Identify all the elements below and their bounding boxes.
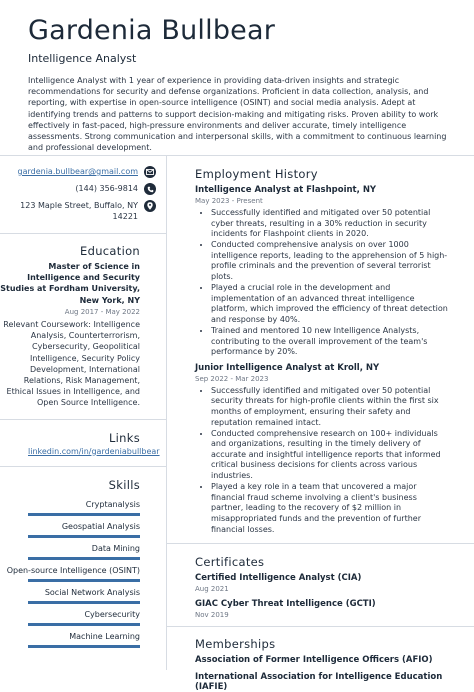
education-entry — [0, 261, 166, 409]
membership-item: Association of Former Intelligence Officers (AFIO) — [195, 654, 433, 665]
job-entry — [167, 185, 474, 358]
skill-level-bar — [28, 645, 140, 648]
resume-header — [0, 0, 474, 153]
skill-level-fill — [28, 623, 140, 626]
envelope-icon — [144, 166, 156, 178]
contact-address-row — [0, 200, 166, 222]
job-bullet: • Successfully identified and mitigated over 50 potential cyber threats, resulting in a 30% reduction in security incidents for Flashpoint clients in 2020. — [211, 208, 450, 240]
skill-level-bar — [28, 535, 140, 538]
candidate-name: Gardenia Bullbear — [28, 15, 276, 46]
job-title: Intelligence Analyst — [28, 52, 137, 65]
memberships-list — [167, 655, 474, 692]
skill-item — [0, 566, 166, 582]
right-column — [167, 156, 474, 692]
skill-level-bar — [28, 557, 140, 560]
phone-number: (144) 356-9814 — [75, 184, 138, 193]
job-bullet: • Conducted comprehensive research on 100+ individuals and organizations, resulting in the timely delivery of accurate and insightful intelligence reports that informed critical business decisions for clients across various industries. — [211, 429, 450, 482]
links-heading: Links — [108, 430, 140, 445]
memberships-heading: Memberships — [195, 636, 276, 651]
profile-summary: Intelligence Analyst with 1 year of experience in providing data-driven insights and strategic recommendations for security and defense organizations. Proficient in data collection, analysis, and reporting, with expertise in open-source intelligence (OSINT) and social media analysis. Adept at identifying trends and patterns to support decision-making and mitigating risks. Proven ability to work effectively in fast-paced, high-pressure environments and deliver accurate, timely intelligence assessments. Strong communication and interpersonal skills, with a commitment to continuous learning and professional development. — [28, 76, 447, 153]
skill-item — [0, 632, 166, 648]
email-link[interactable]: gardenia.bullbear@gmail.com — [17, 167, 138, 176]
skills-list — [0, 500, 166, 648]
job-entry-title: Junior Intelligence Analyst at Kroll, NY — [195, 362, 380, 373]
skills-heading: Skills — [108, 477, 140, 492]
map-pin-icon — [144, 200, 156, 212]
skill-level-fill — [28, 579, 140, 582]
certificate-item — [167, 573, 474, 593]
skill-item — [0, 544, 166, 560]
membership-item: International Association for Intelligence Education (IAFIE) — [195, 671, 443, 692]
job-entry-dates: Sep 2022 - Mar 2023 — [195, 374, 269, 383]
certificate-date: Nov 2019 — [195, 610, 229, 619]
address-line-1: 123 Maple Street, Buffalo, NY — [20, 201, 138, 210]
certificates-list — [167, 573, 474, 619]
skill-label: Machine Learning — [69, 631, 140, 641]
contact-email-row — [0, 166, 166, 178]
skill-item — [0, 588, 166, 604]
linkedin-link[interactable]: linkedin.com/in/gardeniabullbear — [28, 446, 160, 456]
education-coursework: Relevant Coursework: Intelligence Analysis, Counterterrorism, Cybersecurity, Geopolitical Intelligence, Security Policy Development, International Relations, Risk Management, Ethical Issues in Intelligence, and Open Source Intelligence. — [3, 320, 140, 408]
skill-label: Open-source Intelligence (OSINT) — [6, 565, 140, 575]
job-bullet: • Conducted comprehensive analysis on over 1000 intelligence reports, leading to the apprehension of 5 high-profile criminals and the prevention of several terrorist plots. — [211, 240, 450, 282]
skill-level-fill — [28, 513, 140, 516]
address — [20, 200, 138, 222]
address-line-2: 14221 — [112, 212, 138, 221]
skill-level-bar — [28, 579, 140, 582]
certificates-heading: Certificates — [195, 554, 265, 569]
jobs-list — [167, 185, 474, 535]
skill-level-bar — [28, 601, 140, 604]
skill-level-bar — [28, 513, 140, 516]
job-entry-title: Intelligence Analyst at Flashpoint, NY — [195, 185, 377, 195]
education-dates: Aug 2017 - May 2022 — [64, 307, 140, 316]
job-bullets — [195, 208, 450, 358]
job-bullet: • Trained and mentored 10 new Intelligence Analysts, contributing to the overall improvement of the team's performance by 20%. — [211, 326, 450, 358]
job-entry — [167, 363, 474, 535]
certificate-title: GIAC Cyber Threat Intelligence (GCTI) — [195, 598, 376, 609]
education-degree: Master of Science in Intelligence and Security Studies at Fordham University, New York, NY — [0, 262, 140, 305]
skill-label: Social Network Analysis — [44, 587, 140, 597]
certificate-item — [167, 599, 474, 619]
job-entry-dates: May 2023 - Present — [195, 197, 263, 205]
education-heading: Education — [80, 244, 140, 258]
left-column — [0, 156, 167, 670]
skill-level-fill — [28, 557, 140, 560]
job-bullet: • Played a crucial role in the development and implementation of an advanced threat intelligence platform, which improved the efficiency of threat detection and response by 40%. — [211, 283, 450, 325]
skill-item — [0, 610, 166, 626]
job-bullets — [195, 386, 450, 535]
skill-level-fill — [28, 535, 140, 538]
skill-level-fill — [28, 601, 140, 604]
job-bullet: • Successfully identified and mitigated over 50 potential security threats for high-profile clients within the first six months of employment, ensuring their safety and reputation remained intact. — [211, 386, 450, 428]
skill-level-bar — [28, 623, 140, 626]
contact-phone-row — [0, 183, 166, 195]
skill-item — [0, 522, 166, 538]
certificate-title: Certified Intelligence Analyst (CIA) — [195, 572, 362, 583]
job-bullet: • Played a key role in a team that uncovered a major financial fraud scheme involving a client's business partner, leading to the recovery of $2 million in misappropriated funds and the prevention of further financial losses. — [211, 482, 450, 535]
employment-heading: Employment History — [195, 167, 318, 181]
phone-icon — [144, 183, 156, 195]
skill-label: Data Mining — [91, 543, 140, 553]
skill-label: Cryptanalysis — [85, 499, 140, 509]
skill-item — [0, 500, 166, 516]
skill-level-fill — [28, 645, 140, 648]
skill-label: Geospatial Analysis — [61, 521, 140, 531]
certificate-date: Aug 2021 — [195, 584, 229, 593]
skill-label: Cybersecurity — [84, 609, 140, 619]
